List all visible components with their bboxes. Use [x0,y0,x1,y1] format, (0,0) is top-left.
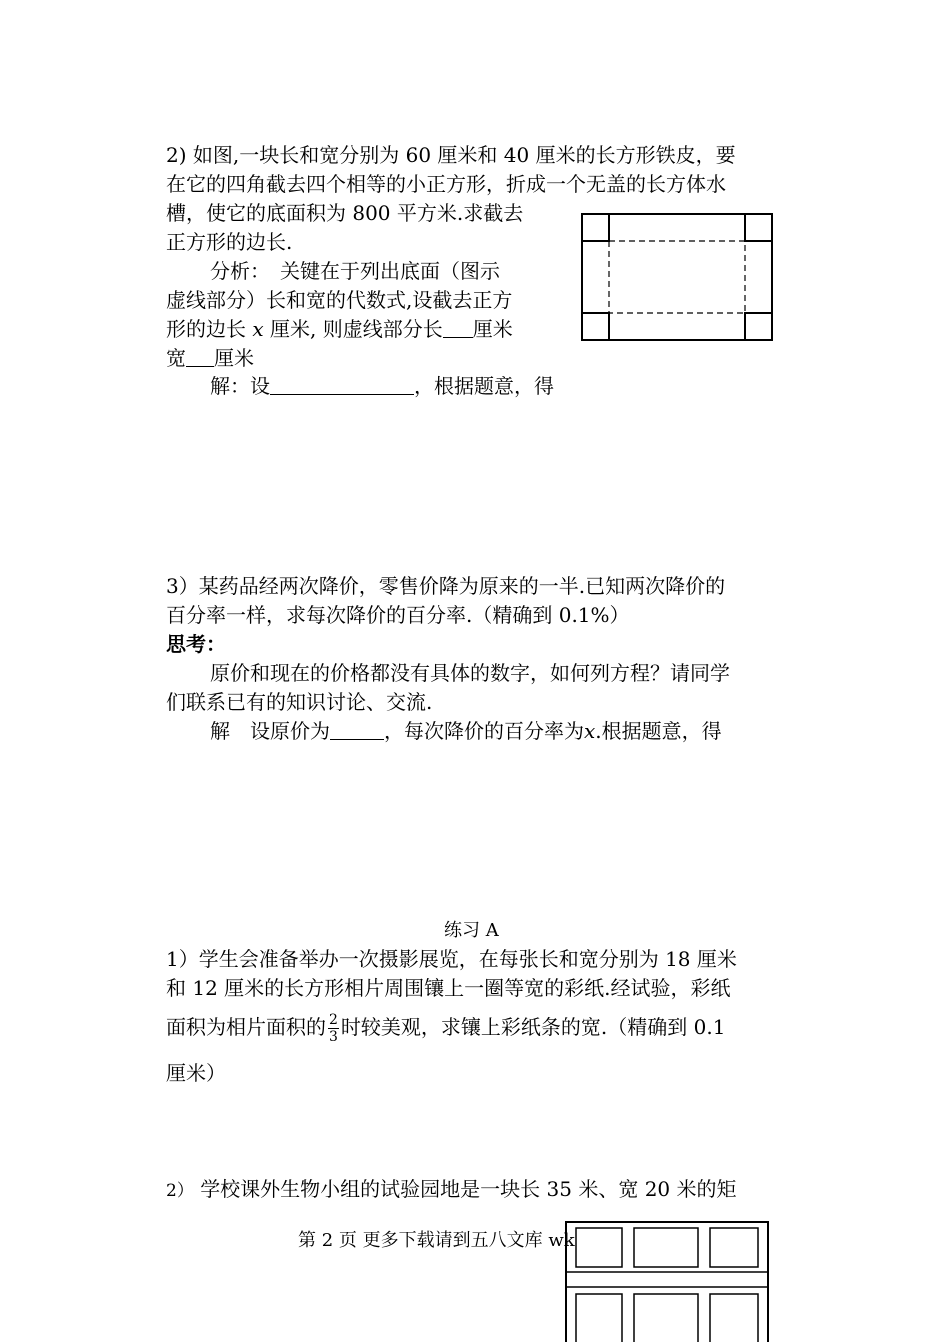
q2-label: 2） [166,1181,194,1201]
q1-line1: 1）学生会准备举办一次摄影展览，在每张长和宽分别为 18 厘米 [166,947,737,971]
plot-top-right [710,1228,758,1267]
corner-square-tr [745,214,772,241]
p2-var-x: x [252,317,264,341]
practice-title: 练习 A [444,920,499,941]
q1-line3a: 面积为相片面积的 [166,1015,326,1039]
solve-let-blank[interactable] [270,374,414,395]
q2-line1 [166,1176,737,1204]
p2-line8 [166,345,254,371]
p3-line5a: 解 设原价为 [210,719,330,743]
p2-line8a: 宽 [166,346,186,370]
sheet-outline [582,214,772,340]
original-price-blank[interactable] [330,719,384,740]
p2-line4: 正方形的边长. [166,230,293,254]
plot-bottom-right [710,1294,758,1342]
p2-analysis-line: 分析： 关键在于列出底面（图示 [210,259,500,283]
p2-line8b: 厘米 [214,346,254,370]
plot-bottom-left [576,1294,622,1342]
p2-line3: 槽，使它的底面积为 800 平方米.求截去 [166,201,524,225]
p3-line5 [210,718,722,744]
garden-figure [562,1218,776,1342]
p3-line3: 原价和现在的价格都没有具体的数字，如何列方程？请同学 [210,661,730,685]
sheet-figure [578,210,778,344]
fraction-numerator: 2 [329,1012,338,1028]
corner-square-tl [582,214,609,241]
width-blank[interactable] [186,346,214,367]
q1-line3 [166,1012,725,1045]
base-dashed-outline [609,241,745,313]
fraction-denominator: 3 [329,1029,338,1045]
p2-line1: 2) 如图,一块长和宽分别为 60 厘米和 40 厘米的长方形铁皮，要 [166,143,736,167]
p2-line7 [166,316,513,342]
q2-text: 学校课外生物小组的试验园地是一块长 35 米、宽 20 米的矩 [200,1177,737,1201]
corner-square-br [745,313,772,340]
fraction-two-thirds [328,1012,339,1045]
think-label: 思考： [166,632,226,656]
page-footer: 第 2 页 更多下载请到五八文库 wk [298,1230,575,1251]
p3-line1: 3）某药品经两次降价，零售价降为原来的一半.已知两次降价的 [166,574,726,598]
corner-square-bl [582,313,609,340]
p3-line5b: ，每次降价的百分率为 [384,719,584,743]
plot-top-middle [634,1228,698,1267]
p2-line9b: ，根据题意，得 [414,374,554,398]
plot-top-left [576,1228,622,1267]
q1-line4: 厘米） [166,1061,226,1085]
p2-line7a: 形的边长 [166,317,246,341]
length-blank[interactable] [443,317,473,338]
garden-outline [566,1222,768,1342]
p2-line7c: 厘米 [472,317,513,341]
p2-line7b: 厘米, 则虚线部分长 [270,317,443,341]
p3-line2: 百分率一样，求每次降价的百分率.（精确到 0.1%） [166,603,630,627]
q1-line3b: 时较美观，求镶上彩纸条的宽.（精确到 0.1 [340,1015,726,1039]
q1-line2: 和 12 厘米的长方形相片周围镶上一圈等宽的彩纸.经试验，彩纸 [166,976,731,1000]
p2-line2: 在它的四角截去四个相等的小正方形，折成一个无盖的长方体水 [166,172,726,196]
p2-line9a: 解：设 [210,374,270,398]
p2-line6: 虚线部分）长和宽的代数式,设截去正方 [166,288,513,312]
p3-line5c: .根据题意，得 [595,719,722,743]
p2-line9 [210,373,554,399]
p3-var-x: x [584,719,596,743]
p3-line4: 们联系已有的知识讨论、交流. [166,690,433,714]
plot-bottom-middle [634,1294,698,1342]
